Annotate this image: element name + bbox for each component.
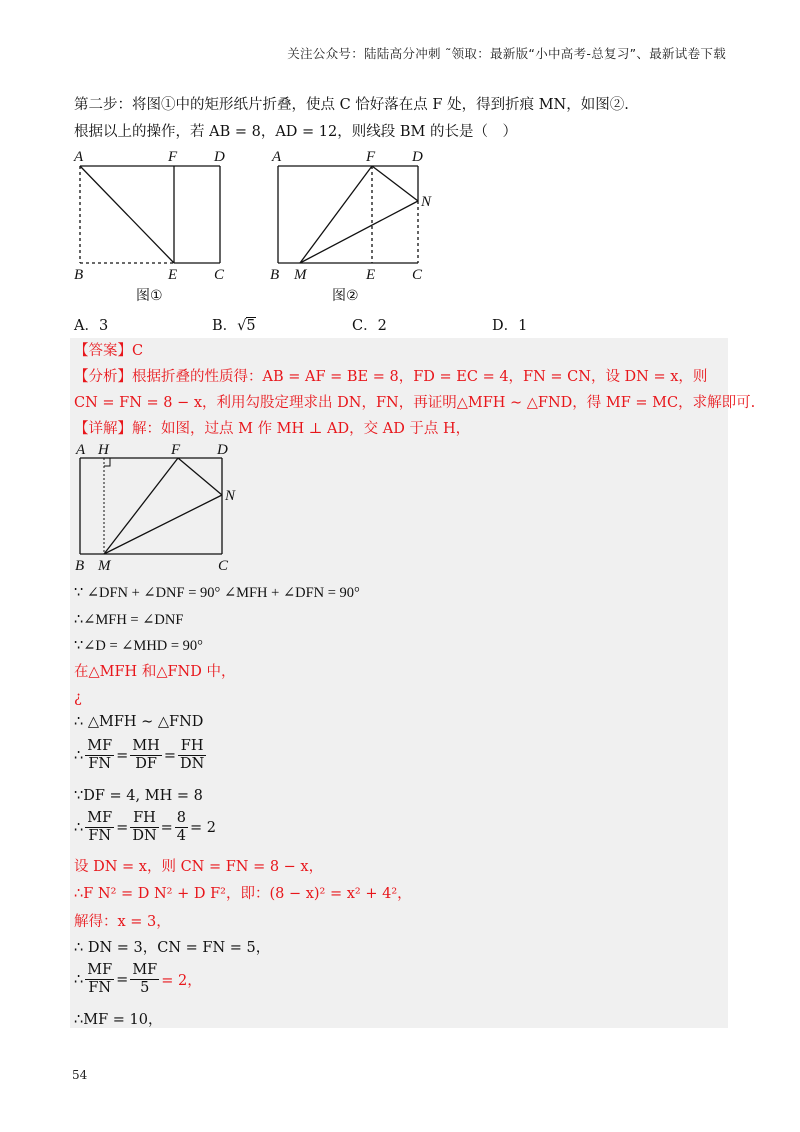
option-b-prefix: B． <box>212 318 238 334</box>
fig2-label-a: A <box>272 149 282 165</box>
step-14-prefix: ∴ <box>74 971 84 988</box>
step-9-tail: = 2 <box>190 819 217 836</box>
step-5: ¿ <box>74 690 82 706</box>
detail-intro-line <box>74 419 470 439</box>
fig3-label-c: C <box>218 558 229 574</box>
analysis-line-2: CN = FN = 8 − x，利用勾股定理求出 DN，FN，再证明△MFH ∼ △FND，得 MF = MC，求解即可. <box>74 395 756 411</box>
page-number: 54 <box>72 1068 88 1082</box>
question-line-2: 根据以上的操作，若 AB = 8，AD = 12，则线段 BM 的长是（ ） <box>74 124 517 140</box>
fraction: $\frac{MH}{DF}$ <box>132 738 160 772</box>
fig1-label-d: D <box>214 149 225 165</box>
fig3-label-m: M <box>98 558 111 574</box>
equals-sign: = <box>116 971 129 988</box>
step-7-prefix: ∴ <box>74 747 84 764</box>
fraction: $\frac{MF}{FN}$ <box>87 738 113 772</box>
step-9-prefix: ∴ <box>74 819 84 836</box>
option-c: C．2 <box>352 318 387 334</box>
equals-sign: = <box>116 819 129 836</box>
analysis-text-1: 根据折叠的性质得：AB = AF = BE = 8，FD = EC = 4，FN = CN，设 DN = x，则 <box>132 369 708 385</box>
step-15: ∴MF = 10， <box>74 1012 163 1028</box>
equals-sign: = <box>160 819 173 836</box>
analysis-line-1 <box>74 367 707 387</box>
fig1-label-e: E <box>168 267 178 283</box>
fig3-label-h: H <box>98 442 109 458</box>
fig2-label-b: B <box>270 267 280 283</box>
figure-1 <box>70 146 250 306</box>
fig2-label-m: M <box>294 267 307 283</box>
step-3: ∵∠D = ∠MHD = 90° <box>74 638 203 654</box>
fraction: $\frac{MF}{FN}$ <box>87 810 113 844</box>
fraction: $\frac{MF}{5}$ <box>132 962 158 996</box>
step-1: ∵ ∠DFN + ∠DNF = 90° ∠MFH + ∠DFN = 90° <box>74 585 360 601</box>
step-6: ∴ △MFH ∼ △FND <box>74 714 204 730</box>
figure-2 <box>268 146 448 306</box>
step-14-tail: = 2， <box>161 973 202 989</box>
fig3-label-a: A <box>76 442 86 458</box>
option-b-radicand: 5 <box>246 318 256 334</box>
step-7 <box>74 738 208 773</box>
fig2-label-e: E <box>366 267 376 283</box>
fig3-label-b: B <box>75 558 85 574</box>
step-12: 解得：x = 3， <box>74 914 171 930</box>
answer-tag: 【答案】 <box>74 343 132 359</box>
option-a: A．3 <box>74 318 109 334</box>
answer-value: C <box>132 343 144 359</box>
analysis-tag: 【分析】 <box>74 369 132 385</box>
fig2-label-n: N <box>421 194 432 210</box>
fig2-caption: 图② <box>332 288 359 304</box>
fig1-label-f: F <box>168 149 178 165</box>
fig2-label-f: F <box>366 149 376 165</box>
page-header: 关注公众号：陆陆高分冲刺 ˜领取：最新版“小中高考-总复习”、最新试卷下载 <box>287 46 726 61</box>
step-14 <box>74 962 202 997</box>
fig2-label-d: D <box>412 149 423 165</box>
fig2-label-c: C <box>412 267 423 283</box>
answer-line <box>74 341 143 361</box>
figure-3 <box>70 440 250 575</box>
step-4: 在△MFH 和△FND 中， <box>74 664 236 680</box>
detail-intro: 解：如图，过点 M 作 MH ⊥ AD，交 AD 于点 H， <box>132 421 471 437</box>
fig3-label-n: N <box>225 488 236 504</box>
fraction: $\frac{MF}{FN}$ <box>87 962 113 996</box>
step-8: ∵DF = 4, MH = 8 <box>74 788 203 804</box>
step-10: 设 DN = x，则 CN = FN = 8 − x， <box>74 859 324 875</box>
fig3-label-d: D <box>217 442 228 458</box>
fraction: $\frac{8}{4}$ <box>176 810 187 844</box>
sqrt-symbol: √ <box>237 318 247 334</box>
equals-sign: = <box>163 747 176 764</box>
question-line-1: 第二步：将图①中的矩形纸片折叠，使点 C 恰好落在点 F 处，得到折痕 MN，如图②. <box>74 97 629 113</box>
detail-tag: 【详解】 <box>74 421 132 437</box>
equals-sign: = <box>116 747 129 764</box>
step-11: ∴F N² = D N² + D F²，即：(8 − x)² = x² + 4²， <box>74 886 412 902</box>
option-b <box>212 314 256 335</box>
step-2: ∴∠MFH = ∠DNF <box>74 612 184 628</box>
fig1-label-b: B <box>74 267 84 283</box>
fig1-caption: 图① <box>136 288 163 304</box>
fraction: $\frac{FH}{DN}$ <box>132 810 157 844</box>
option-d: D．1 <box>492 318 528 334</box>
fig1-label-c: C <box>214 267 225 283</box>
step-9 <box>74 810 216 845</box>
fig3-label-f: F <box>171 442 181 458</box>
fraction: $\frac{FH}{DN}$ <box>179 738 205 772</box>
fig1-label-a: A <box>74 149 84 165</box>
step-13: ∴ DN = 3，CN = FN = 5， <box>74 940 271 956</box>
